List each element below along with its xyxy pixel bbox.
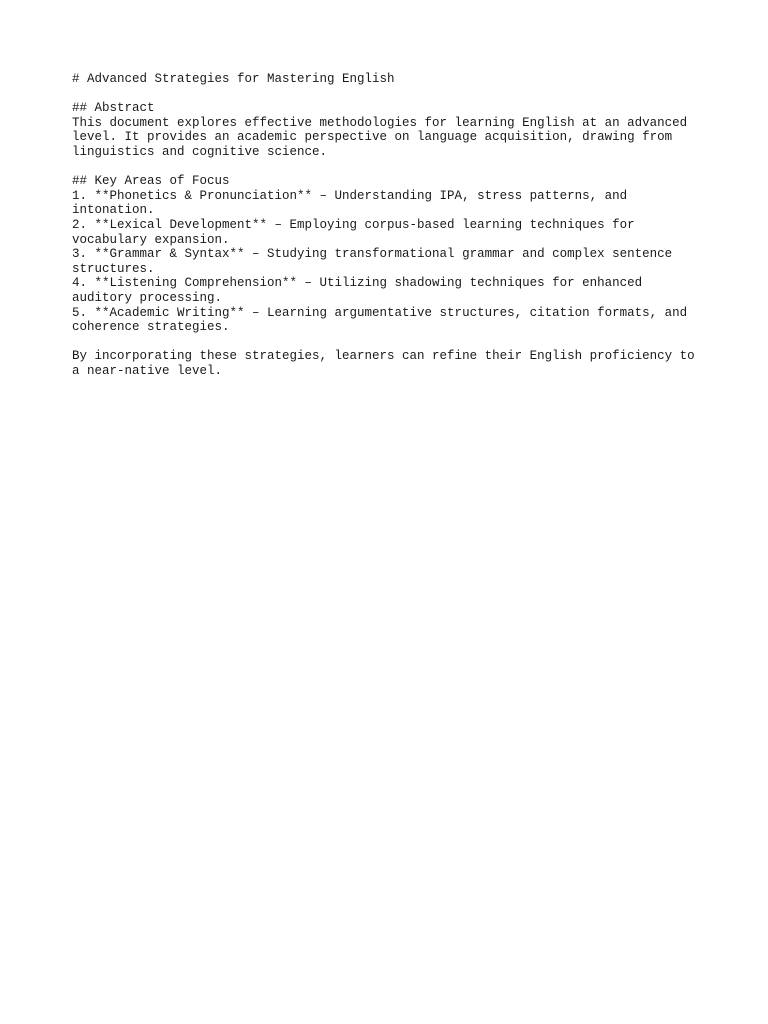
blank-line <box>72 160 708 175</box>
focus-list <box>72 189 708 335</box>
list-item <box>72 189 708 218</box>
list-item-line: coherence strategies. <box>72 320 230 335</box>
abstract-line: linguistics and cognitive science. <box>72 144 328 159</box>
list-item-line: 5. **Academic Writing** – Learning argumentative structures, citation formats, and <box>72 305 688 320</box>
conclusion-line: a near-native level. <box>72 363 223 378</box>
list-item-line: intonation. <box>72 203 155 218</box>
list-item-line: 1. **Phonetics & Pronunciation** – Understanding IPA, stress patterns, and <box>72 188 628 203</box>
abstract-heading: ## Abstract <box>72 101 155 116</box>
abstract-line: This document explores effective methodologies for learning English at an advanced <box>72 115 688 130</box>
list-item <box>72 218 708 247</box>
list-item-line: structures. <box>72 261 155 276</box>
document-title: # Advanced Strategies for Mastering English <box>72 72 395 86</box>
abstract-line: level. It provides an academic perspective on language acquisition, drawing from <box>72 130 673 145</box>
blank-line <box>72 87 708 102</box>
list-item <box>72 276 708 305</box>
list-item-line: 3. **Grammar & Syntax** – Studying transformational grammar and complex sentence <box>72 247 673 262</box>
list-item-line: vocabulary expansion. <box>72 232 230 247</box>
list-item <box>72 247 708 276</box>
list-item-line: 4. **Listening Comprehension** – Utilizing shadowing techniques for enhanced <box>72 276 643 291</box>
list-item-line: 2. **Lexical Development** – Employing corpus-based learning techniques for <box>72 217 635 232</box>
list-item-line: auditory processing. <box>72 290 223 305</box>
focus-heading: ## Key Areas of Focus <box>72 174 230 189</box>
document-page <box>72 72 708 378</box>
list-item <box>72 306 708 335</box>
blank-line <box>72 335 708 350</box>
conclusion-line: By incorporating these strategies, learners can refine their English proficiency to <box>72 349 695 364</box>
